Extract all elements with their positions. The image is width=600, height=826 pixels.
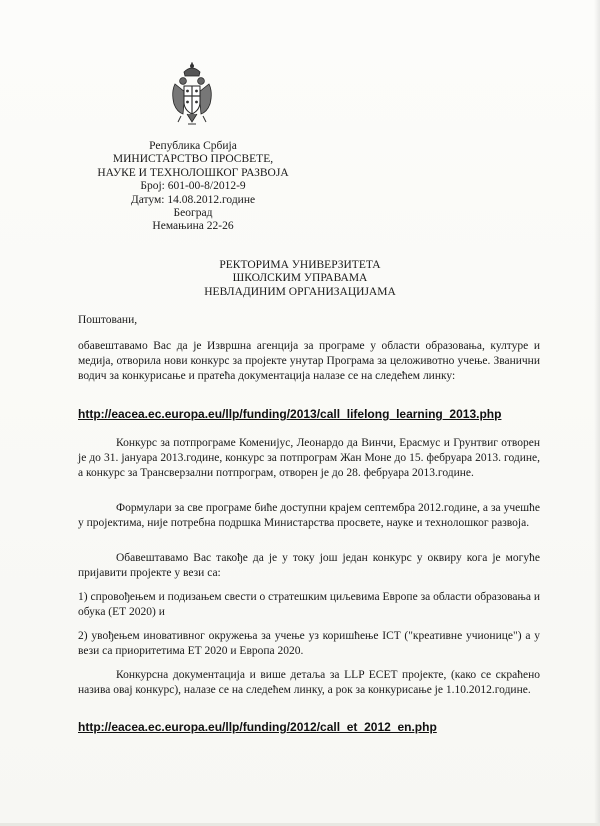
recipient-line: НЕВЛАДИНИМ ОРГАНИЗАЦИЈАМА	[204, 285, 396, 298]
greeting: Поштовани,	[78, 314, 138, 326]
coat-of-arms-icon	[169, 62, 215, 128]
recipients-block	[150, 259, 450, 299]
list-item: 2) увођењем иновативног окружења за учење уз коришћење ICT ("креативне учионице") а у вези са приоритетима ЕТ 2020 и Европа 2020.	[78, 630, 540, 657]
sender-block	[88, 140, 298, 234]
ministry-line1: МИНИСТАРСТВО ПРОСВЕТЕ,	[112, 153, 274, 166]
city: Београд	[173, 207, 213, 220]
page-edge-shadow	[594, 0, 600, 826]
et2012-call-link[interactable]: http://eacea.ec.europa.eu/llp/funding/2012/call_et_2012_en.php	[78, 720, 437, 734]
lifelong-learning-link[interactable]: http://eacea.ec.europa.eu/llp/funding/2013/call_lifelong_learning_2013.php	[78, 407, 502, 421]
deadlines-paragraph: Конкурс за потпрограме Коменијус, Леонардо да Винчи, Ерасмус и Грунтвиг отворен је до 31. јануара 2013.године, конкурс за потпрограм Жан Моне до 15. фебруара 2013. године, а конкурс за Трансверзални потпрограм, отворен је до 28. фебруара 2013.године.	[78, 437, 540, 479]
document-number: Број: 601-00-8/2012-9	[140, 180, 246, 193]
another-call-paragraph: Обавештавамо Вас такође да је у току још један конкурс у оквиру кога је могуће пријавити пројекте у вези са:	[78, 552, 540, 579]
street-address: Немањина 22-26	[152, 220, 234, 233]
country-name: Република Србија	[149, 140, 237, 152]
ecet-paragraph: Конкурсна документација и више детаља за LLP ECET пројекте, (како се скраћено назива овај конкурс), налазе се на следећем линку, а рок за конкурисање је 1.10.2012.године.	[78, 669, 540, 696]
list-item: 1) спровођењем и подизањем свести о стратешким циљевима Европе за области образовања и обука (ЕТ 2020) и	[78, 591, 540, 618]
recipient-line: РЕКТОРИМА УНИВЕРЗИТЕТА	[219, 259, 381, 271]
forms-paragraph: Формулари за све програме биће доступни крајем септембра 2012.године, а за учешће у пројектима, није потребна подршка Министарства просвете, науке и технолошког развоја.	[78, 502, 540, 529]
intro-paragraph: обавештавамо Вас да је Извршна агенција за програме у области образовања, културе и медија, отворила нови конкурс за пројекте унутар Програма за целоживотно учење. Званични водич за конкурисање и пратећа документација налазе се на следећем линку:	[78, 340, 540, 382]
ministry-line2: НАУКЕ И ТЕХНОЛОШКОГ РАЗВОЈА	[97, 166, 289, 179]
document-date: Датум: 14.08.2012.године	[130, 193, 256, 206]
recipient-line: ШКОЛСКИМ УПРАВАМА	[232, 272, 368, 285]
